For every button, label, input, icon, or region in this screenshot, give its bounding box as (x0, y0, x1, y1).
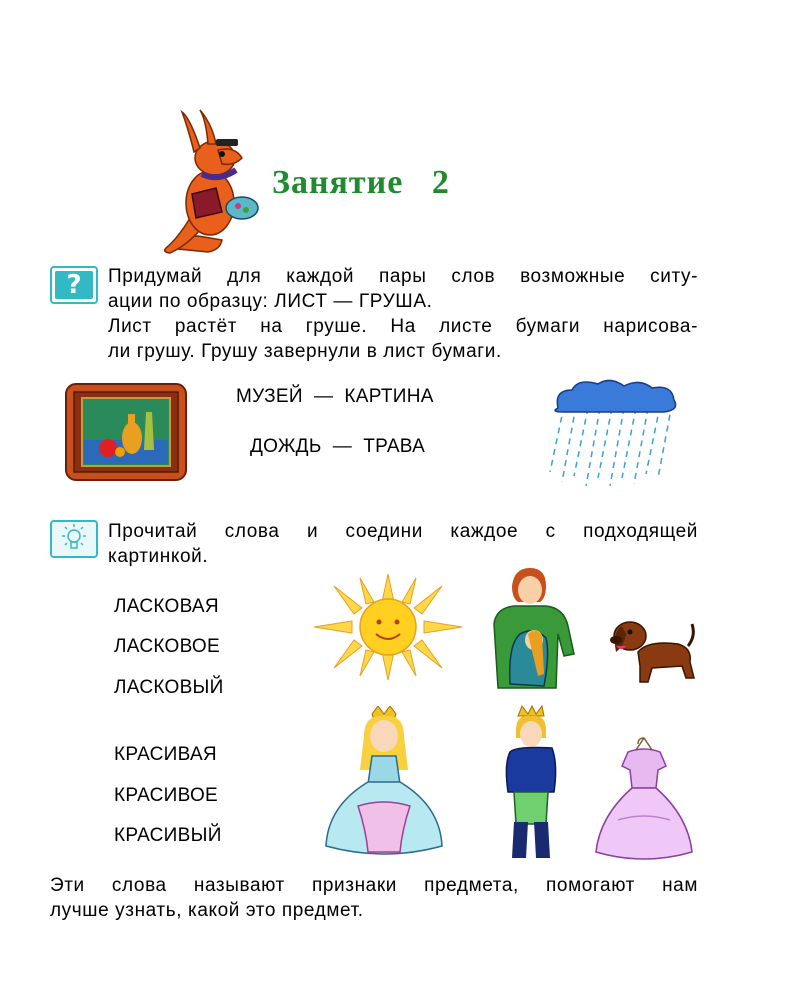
sun-illustration (312, 572, 464, 682)
task2-line: картинкой. (108, 546, 209, 567)
prince-illustration (496, 704, 566, 860)
dog-illustration (608, 612, 700, 686)
word-item: ЛАСКОВОЕ (114, 636, 220, 657)
dress-illustration (592, 736, 696, 860)
word-item: КРАСИВОЕ (114, 785, 218, 806)
lightbulb-icon (50, 520, 98, 558)
word-item: КРАСИВЫЙ (114, 825, 222, 846)
task1-line: ли грушу. Грушу завернули в лист бумаги. (108, 341, 502, 362)
task2-text (108, 519, 698, 569)
question-icon: ? (50, 266, 98, 304)
word-item: КРАСИВАЯ (114, 744, 217, 765)
kangaroo-illustration (160, 108, 270, 258)
task1-line: ации по образцу: ЛИСТ — ГРУША. (108, 291, 433, 312)
footer-line: лучше узнать, какой это предмет. (50, 900, 364, 921)
pair-word: ДОЖДЬ — ТРАВА (250, 436, 426, 457)
task2-line: Прочитай слова и соедини каждое с подходящей (108, 521, 698, 542)
task1-text (108, 264, 698, 364)
task1-line: Придумай для каждой пары слов возможные ситу- (108, 266, 698, 287)
footer-text (50, 873, 698, 923)
word-item: ЛАСКОВАЯ (114, 596, 219, 617)
word-item: ЛАСКОВЫЙ (114, 677, 224, 698)
task1-line: Лист растёт на груше. На листе бумаги нарисова- (108, 316, 698, 337)
mother-child-illustration (484, 564, 576, 690)
rain-cloud-illustration (544, 378, 684, 490)
princess-illustration (322, 706, 446, 858)
painting-illustration (64, 382, 188, 482)
lesson-title: Занятие 2 (272, 164, 450, 201)
footer-line: Эти слова называют признаки предмета, помогают нам (50, 875, 698, 896)
pair-word: МУЗЕЙ — КАРТИНА (236, 386, 434, 407)
